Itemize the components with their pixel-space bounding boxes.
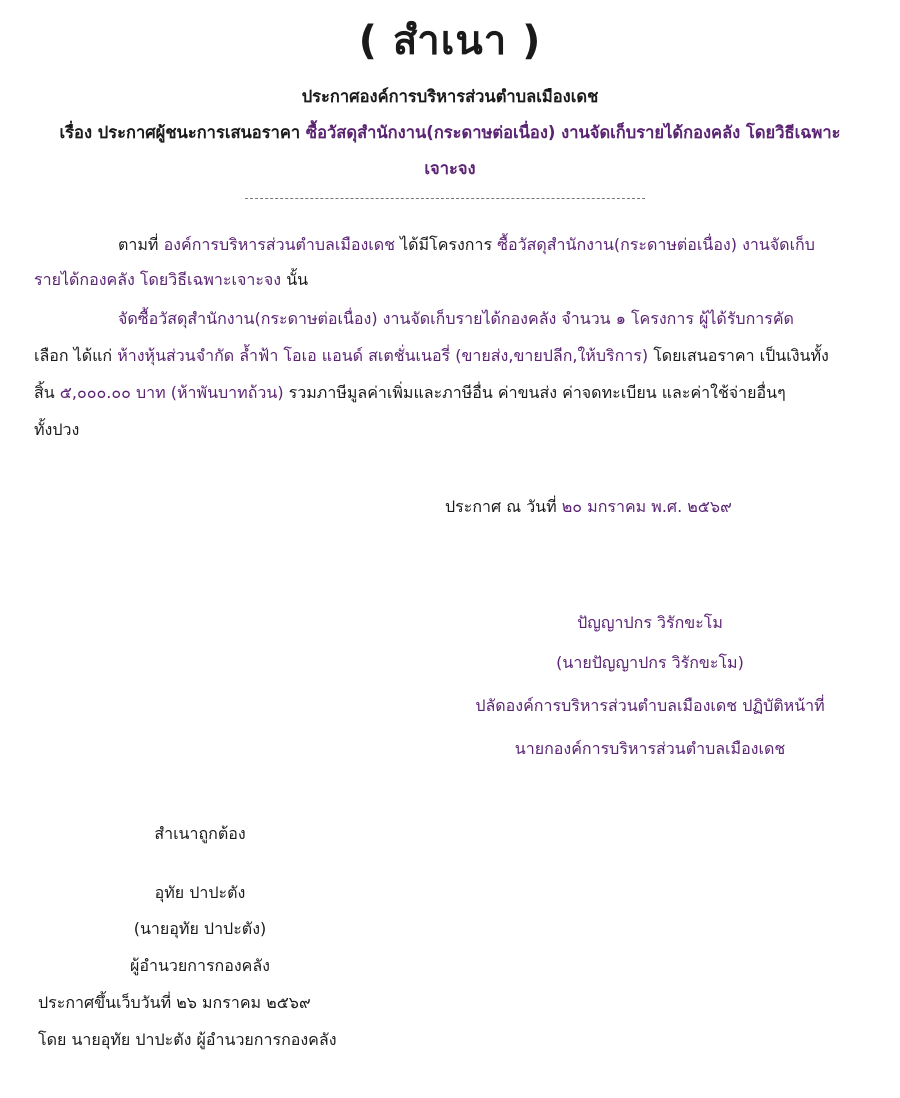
- p2-l3-prefix: สิ้น: [34, 383, 55, 402]
- p1-suffix: นั้น: [286, 270, 309, 289]
- p1-project: ซื้อวัสดุสำนักงาน(กระดาษต่อเนื่อง) งานจัดเก็บ: [497, 235, 815, 254]
- paragraph-1-line-2: [34, 268, 308, 293]
- p1-project-cont: รายได้กองคลัง โดยวิธีเฉพาะเจาะจง: [34, 270, 282, 289]
- paragraph-2-line-4: ทั้งปวง: [34, 420, 80, 439]
- copy-mark-title: ( สำเนา ): [358, 18, 542, 64]
- organization-heading: ประกาศองค์การบริหารส่วนตำบลเมืองเดช: [301, 87, 599, 106]
- announce-date-value: ๒๐ มกราคม พ.ศ. ๒๕๖๙: [561, 497, 732, 516]
- paragraph-2-line-3: [34, 381, 786, 406]
- web-posted-date: ประกาศขึ้นเว็บวันที่ ๒๖ มกราคม ๒๕๖๙: [38, 993, 311, 1012]
- certified-copy-label: สำเนาถูกต้อง: [154, 824, 246, 843]
- p2-prefix: เลือก ได้แก่: [34, 346, 113, 365]
- signatory-position-2: นายกองค์การบริหารส่วนตำบลเมืองเดช: [514, 739, 786, 758]
- p1-prefix: ตามที่: [118, 235, 159, 254]
- p2-amount: ๕,๐๐๐.๐๐ บาท (ห้าพันบาทถ้วน): [59, 383, 284, 402]
- p1-mid: ได้มีโครงการ: [400, 235, 493, 254]
- p2-l3-suffix: รวมภาษีมูลค่าเพิ่มและภาษีอื่น ค่าขนส่ง ค่าจดทะเบียน และค่าใช้จ่ายอื่นๆ: [288, 383, 786, 402]
- announce-date: [445, 495, 732, 520]
- announce-date-prefix: ประกาศ ณ วันที่: [445, 497, 557, 516]
- certifier-name: อุทัย ปาปะตัง: [154, 883, 246, 902]
- subject-prefix: เรื่อง ประกาศผู้ชนะการเสนอราคา: [59, 123, 301, 142]
- paragraph-2-line-1: จัดซื้อวัสดุสำนักงาน(กระดาษต่อเนื่อง) งานจัดเก็บรายได้กองคลัง จำนวน ๑ โครงการ ผู้ได้รับการคัด: [118, 309, 794, 328]
- certifier-position: ผู้อำนวยการกองคลัง: [130, 956, 270, 975]
- subject-line-2: เจาะจง: [424, 159, 476, 178]
- paragraph-1-line-1: [118, 233, 815, 258]
- p2-vendor: ห้างหุ้นส่วนจำกัด ล้ำฟ้า โอเอ แอนด์ สเตชั่นเนอรี่ (ขายส่ง,ขายปลีก,ให้บริการ): [117, 346, 649, 365]
- subject-title: ซื้อวัสดุสำนักงาน(กระดาษต่อเนื่อง) งานจัดเก็บรายได้กองคลัง โดยวิธีเฉพาะ: [305, 123, 841, 142]
- paragraph-2-line-2: [34, 344, 829, 369]
- dashed-divider: [245, 198, 645, 199]
- signatory-name-paren: (นายปัญญาปกร วิรักขะโม): [556, 653, 744, 672]
- signatory-position-1: ปลัดองค์การบริหารส่วนตำบลเมืองเดช ปฏิบัติหน้าที่: [475, 696, 825, 715]
- p2-suffix: โดยเสนอราคา เป็นเงินทั้ง: [653, 346, 829, 365]
- subject-line-1: [0, 120, 900, 146]
- p1-organization: องค์การบริหารส่วนตำบลเมืองเดช: [163, 235, 396, 254]
- signatory-name: ปัญญาปกร วิรักขะโม: [577, 613, 723, 632]
- web-posted-by: โดย นายอุทัย ปาปะตัง ผู้อำนวยการกองคลัง: [38, 1030, 337, 1049]
- certifier-name-paren: (นายอุทัย ปาปะตัง): [133, 919, 267, 938]
